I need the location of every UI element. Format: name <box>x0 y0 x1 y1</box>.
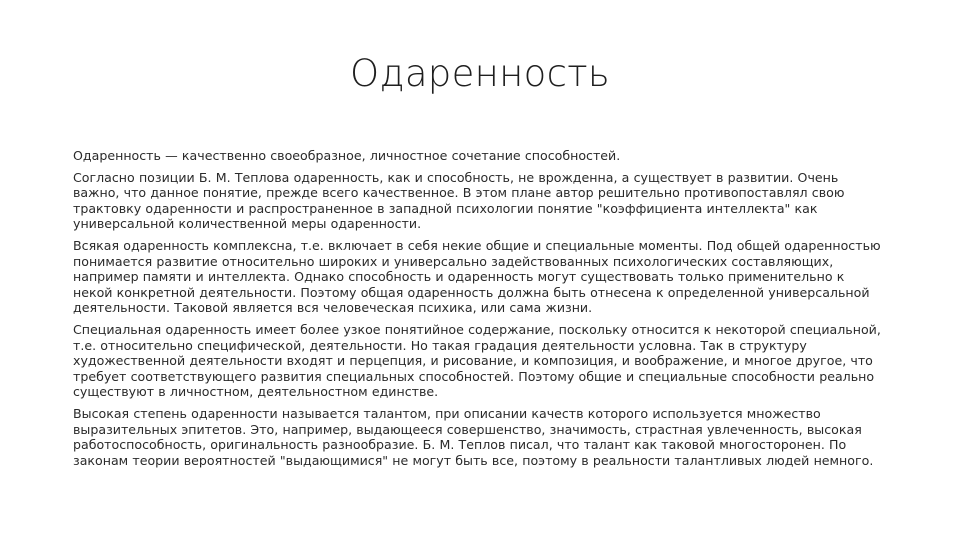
paragraph-definition: Одаренность — качественно своеобразное, личностное сочетание способностей. <box>73 148 621 163</box>
paragraph-special-giftedness: Специальная одаренность имеет более узкое понятийное содержание, поскольку относится к некоторой специальной, т.е. относительно специфической, деятельности. Но такая градация деятельности условна. Так в структуру художественной деятельности входят и перцепция, и рисование, и композиция, и воображение, и многое другое, что требует соответствующего развития специальных способностей. Поэтому общие и специальные способности реально существуют в личностном, деятельностном единстве. <box>73 321 881 400</box>
paragraph-general-giftedness: Всякая одаренность комплексна, т.е. включает в себя некие общие и специальные моменты. Под общей одаренностью понимается развитие относительно широких и универсально задействованных психологических составляющих, например памяти и интеллекта. Однако способность и одаренность могут существовать только применительно к некой конкретной деятельности. Поэтому общая одаренность должна быть отнесена к определенной универсальной деятельности. Таковой является вся человеческая психика, или сама жизни. <box>73 237 881 316</box>
paragraph-teplov-position: Согласно позиции Б. М. Теплова одаренность, как и способность, не врожденна, а существует в развитии. Очень важно, что данное понятие, прежде всего качественное. В этом плане автор решительно противопоставлял свою трактовку одаренности и распространенное в западной психологии понятие "коэффициента интеллекта" как универсальной количественной меры одаренности. <box>73 169 845 232</box>
paragraph-talent: Высокая степень одаренности называется талантом, при описании качеств которого используется множество выразительных эпитетов. Это, например, выдающееся совершенство, значимость, страстная увлеченность, высокая работоспособность, оригинальность разнообразие. Б. М. Теплов писал, что талант как таковой многосторонен. По законам теории вероятностей "выдающимися" не могут быть все, поэтому в реальности талантливых людей немного. <box>73 405 874 468</box>
slide-body <box>73 148 885 474</box>
slide-title: Одаренность <box>350 52 610 95</box>
